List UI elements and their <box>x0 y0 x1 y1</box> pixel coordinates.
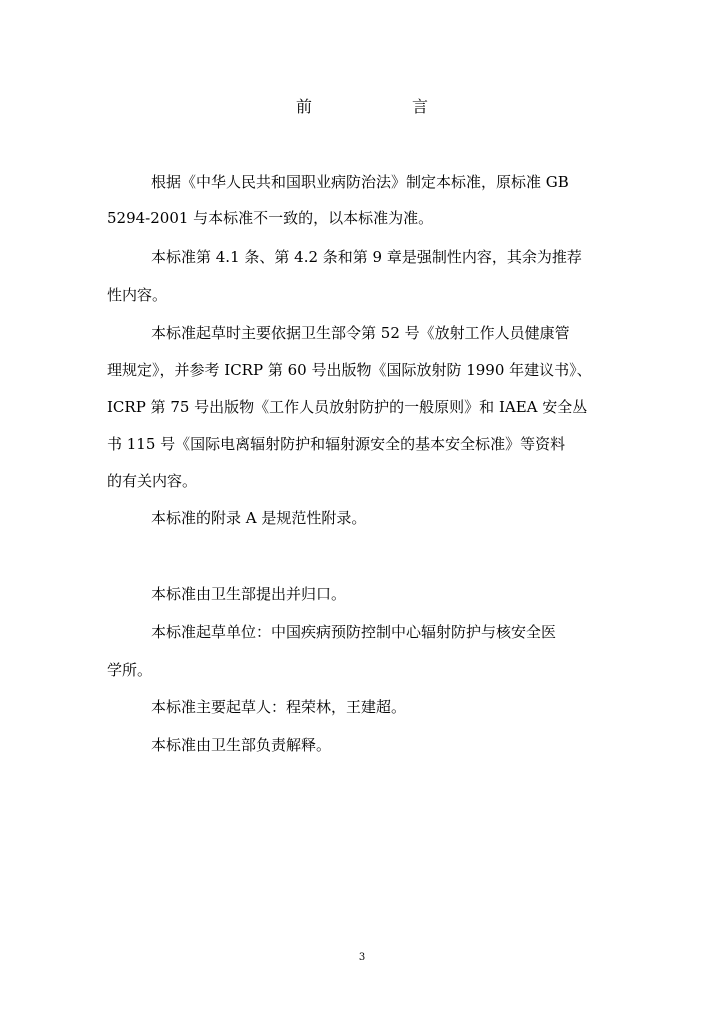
paragraph-3-line-2: 理规定》，并参考 ICRP 第 60 号出版物《国际放射防 1990 年建议书》、 <box>107 361 592 379</box>
paragraph-1-line-1: 根据《中华人民共和国职业病防治法》制定本标准，原标准 GB <box>151 173 569 191</box>
paragraph-5-line-1: 本标准由卫生部提出并归口。 <box>151 585 347 603</box>
paragraph-7-line-1: 本标准主要起草人：程荣林，王建超。 <box>151 698 407 716</box>
paragraph-2-line-1: 本标准第 4.1 条、第 4.2 条和第 9 章是强制性内容，其余为推荐 <box>151 248 582 266</box>
page-title <box>0 96 724 120</box>
paragraph-3-line-5: 的有关内容。 <box>107 472 198 490</box>
paragraph-8-line-1: 本标准由卫生部负责解释。 <box>151 736 332 754</box>
paragraph-1-line-2: 5294-2001 与本标准不一致的，以本标准为准。 <box>107 209 434 227</box>
paragraph-6-line-1: 本标准起草单位：中国疾病预防控制中心辐射防护与核安全医 <box>151 623 557 641</box>
page-number: 3 <box>358 952 366 963</box>
paragraph-3-line-3: ICRP 第 75 号出版物《工作人员放射防护的一般原则》和 IAEA 安全丛 <box>107 398 588 416</box>
title-char-1: 前 <box>296 97 313 116</box>
paragraph-6-line-2: 学所。 <box>107 661 153 679</box>
paragraph-3-line-1: 本标准起草时主要依据卫生部令第 52 号《放射工作人员健康管 <box>151 324 570 342</box>
paragraph-4-line-1: 本标准的附录 A 是规范性附录。 <box>151 509 367 527</box>
paragraph-2-line-2: 性内容。 <box>107 286 168 304</box>
paragraph-3-line-4: 书 115 号《国际电离辐射防护和辐射源安全的基本安全标准》等资料 <box>107 435 566 453</box>
title-char-2: 言 <box>412 97 429 116</box>
